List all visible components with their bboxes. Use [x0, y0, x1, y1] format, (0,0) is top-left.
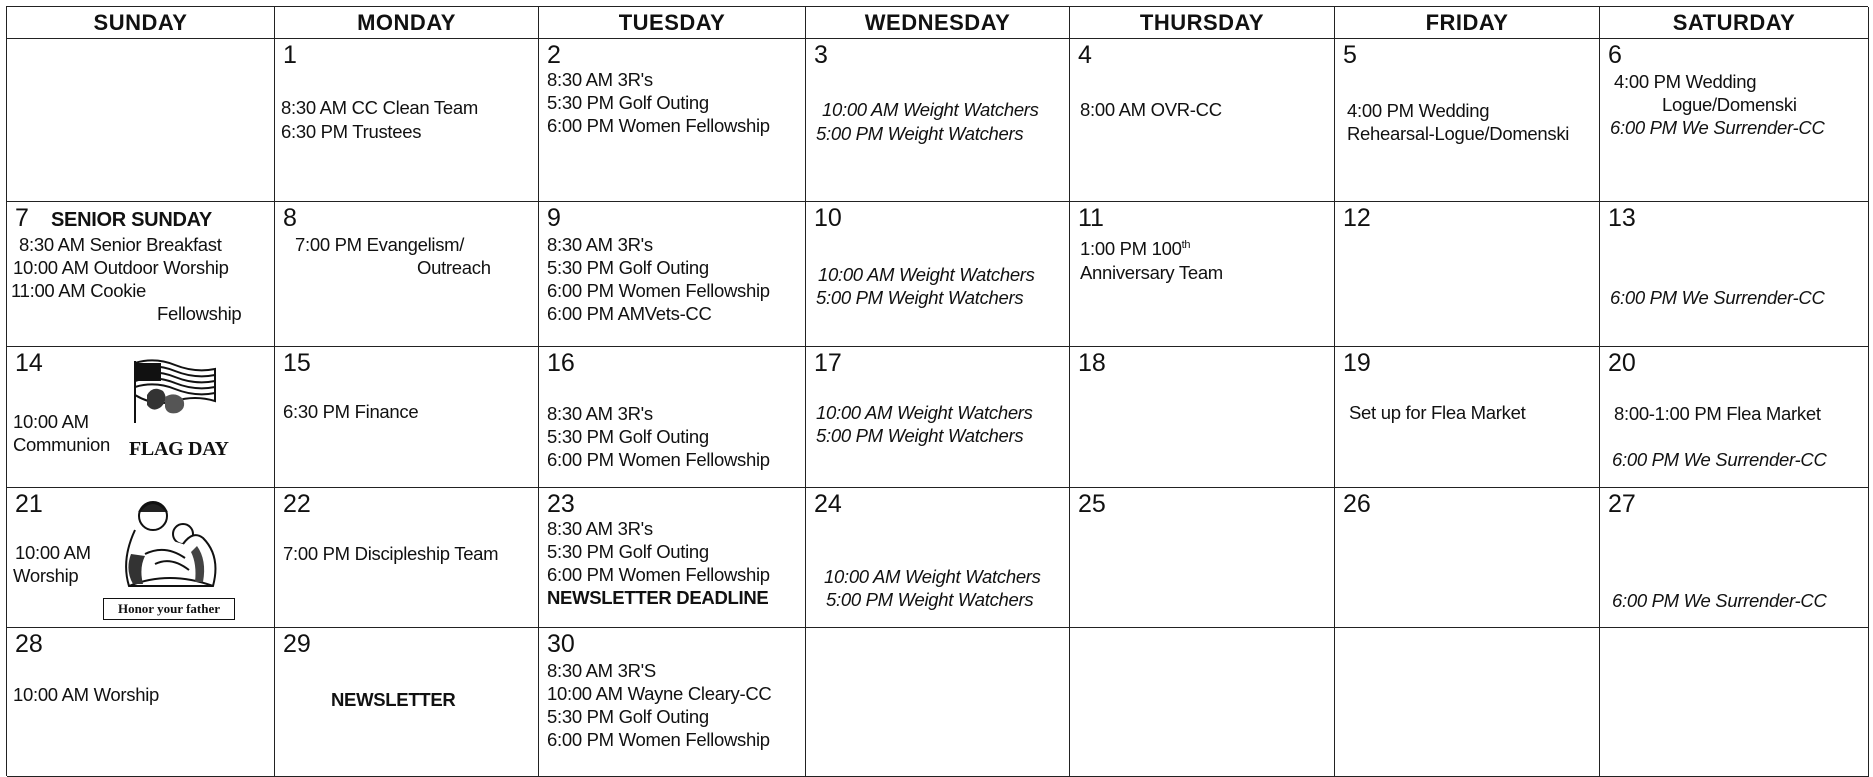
- day-cell-16: [539, 347, 806, 488]
- day-cell-30: [539, 628, 806, 777]
- header-monday: MONDAY: [275, 7, 539, 39]
- header-sunday: SUNDAY: [7, 7, 275, 39]
- day-cell-22: [275, 488, 539, 628]
- day-number: 12: [1343, 204, 1371, 232]
- header-saturday: SATURDAY: [1600, 7, 1869, 39]
- event: 6:30 PM Finance: [283, 401, 419, 422]
- event: 10:00 AM Weight Watchers: [816, 402, 1033, 423]
- event: 8:30 AM 3R's: [547, 69, 653, 90]
- day-number: 5: [1343, 41, 1357, 69]
- event: 6:00 PM Women Fellowship: [547, 115, 770, 136]
- event: 8:30 AM 3R's: [547, 518, 653, 539]
- day-number: 19: [1343, 349, 1371, 377]
- event: Fellowship: [157, 303, 242, 324]
- day-number: 2: [547, 41, 561, 69]
- day-number: 7: [15, 204, 29, 232]
- day-cell-8: [275, 202, 539, 347]
- day-number: 8: [283, 204, 297, 232]
- day-cell-11: [1070, 202, 1335, 347]
- day-cell-empty: [806, 628, 1070, 777]
- day-cell-25: [1070, 488, 1335, 628]
- event: 10:00 AM: [13, 411, 89, 432]
- event: 5:30 PM Golf Outing: [547, 541, 709, 562]
- event: Logue/Domenski: [1662, 94, 1797, 115]
- day-number: 9: [547, 204, 561, 232]
- event: 6:00 PM We Surrender-CC: [1610, 287, 1825, 308]
- day-cell-10: [806, 202, 1070, 347]
- event: 11:00 AM Cookie: [11, 280, 147, 301]
- day-number: 17: [814, 349, 842, 377]
- event: 10:00 AM Weight Watchers: [818, 264, 1035, 285]
- event: 4:00 PM Wedding: [1614, 71, 1757, 92]
- day-number: 10: [814, 204, 842, 232]
- event: 8:30 AM Senior Breakfast: [19, 234, 222, 255]
- event: Set up for Flea Market: [1349, 402, 1526, 423]
- event: 8:00-1:00 PM Flea Market: [1614, 403, 1821, 424]
- day-cell-27: [1600, 488, 1869, 628]
- day-cell-26: [1335, 488, 1600, 628]
- day-number: 22: [283, 490, 311, 518]
- event: 6:00 PM We Surrender-CC: [1610, 117, 1825, 138]
- day-cell-28: [7, 628, 275, 777]
- day-number: 21: [15, 490, 43, 518]
- day-number: 11: [1078, 204, 1104, 232]
- event: 4:00 PM Wedding: [1347, 100, 1490, 121]
- day-number: 14: [15, 349, 43, 377]
- day-number: 25: [1078, 490, 1106, 518]
- day-number: 26: [1343, 490, 1371, 518]
- flag-day-illustration: [125, 357, 221, 443]
- day-cell-empty: [1335, 628, 1600, 777]
- day-cell-21: [7, 488, 275, 628]
- day-cell-4: [1070, 39, 1335, 202]
- newsletter-label: NEWSLETTER: [331, 689, 456, 710]
- event: 6:00 PM Women Fellowship: [547, 449, 770, 470]
- event: 5:30 PM Golf Outing: [547, 426, 709, 447]
- event: [1080, 240, 1190, 259]
- header-wednesday: WEDNESDAY: [806, 7, 1070, 39]
- event: 5:00 PM Weight Watchers: [816, 123, 1024, 144]
- event: 6:00 PM We Surrender-CC: [1612, 590, 1827, 611]
- event: 7:00 PM Discipleship Team: [283, 543, 499, 564]
- day-cell-14: [7, 347, 275, 488]
- event: 5:00 PM Weight Watchers: [816, 287, 1024, 308]
- event: 8:30 AM 3R'S: [547, 660, 656, 681]
- event-text: 1:00 PM 100: [1080, 238, 1182, 260]
- event: 6:00 PM We Surrender-CC: [1612, 449, 1827, 470]
- event: Rehearsal-Logue/Domenski: [1347, 123, 1570, 144]
- event: 6:00 PM AMVets-CC: [547, 303, 712, 324]
- day-number: 18: [1078, 349, 1106, 377]
- fathers-day-illustration: [105, 494, 233, 598]
- event: 8:30 AM 3R's: [547, 403, 653, 424]
- day-number: 16: [547, 349, 575, 377]
- day-number: 3: [814, 41, 828, 69]
- calendar-grid: [6, 6, 1868, 776]
- day-cell-19: [1335, 347, 1600, 488]
- event: 6:30 PM Trustees: [281, 121, 422, 142]
- event: 6:00 PM Women Fellowship: [547, 729, 770, 750]
- event: 10:00 AM Wayne Cleary-CC: [547, 683, 772, 704]
- day-cell-empty: [1600, 628, 1869, 777]
- header-tuesday: TUESDAY: [539, 7, 806, 39]
- day-number: 29: [283, 630, 311, 658]
- day-number: 13: [1608, 204, 1636, 232]
- day-number: 24: [814, 490, 842, 518]
- day-cell-15: [275, 347, 539, 488]
- father-child-icon: [105, 494, 233, 598]
- day-cell-2: [539, 39, 806, 202]
- event: 6:00 PM Women Fellowship: [547, 564, 770, 585]
- honor-your-father-caption: Honor your father: [103, 598, 235, 620]
- day-number: 4: [1078, 41, 1092, 69]
- day-cell-empty: [7, 39, 275, 202]
- event: Communion: [13, 434, 111, 455]
- day-cell-7: [7, 202, 275, 347]
- event: 5:30 PM Golf Outing: [547, 92, 709, 113]
- event: 10:00 AM Worship: [13, 684, 160, 705]
- day-cell-3: [806, 39, 1070, 202]
- day-cell-23: [539, 488, 806, 628]
- event: 8:30 AM CC Clean Team: [281, 97, 478, 118]
- day-cell-17: [806, 347, 1070, 488]
- day-number: 28: [15, 630, 43, 658]
- event: Outreach: [417, 257, 491, 278]
- day-cell-18: [1070, 347, 1335, 488]
- day-number: 30: [547, 630, 575, 658]
- newsletter-deadline: NEWSLETTER DEADLINE: [547, 587, 769, 608]
- event: 8:30 AM 3R's: [547, 234, 653, 255]
- day-cell-29: [275, 628, 539, 777]
- event: 10:00 AM Weight Watchers: [822, 99, 1039, 120]
- event: 7:00 PM Evangelism/: [295, 234, 465, 255]
- day-number: 20: [1608, 349, 1636, 377]
- flag-day-caption: FLAG DAY: [129, 438, 229, 460]
- flag-icon: [125, 357, 221, 443]
- day-number: 6: [1608, 41, 1622, 69]
- event: 10:00 AM Outdoor Worship: [13, 257, 229, 278]
- day-number: 27: [1608, 490, 1636, 518]
- header-friday: FRIDAY: [1335, 7, 1600, 39]
- event: 5:30 PM Golf Outing: [547, 706, 709, 727]
- day-cell-5: [1335, 39, 1600, 202]
- day-cell-9: [539, 202, 806, 347]
- day-cell-6: [1600, 39, 1869, 202]
- day-cell-1: [275, 39, 539, 202]
- ordinal-suffix: th: [1181, 239, 1191, 251]
- day-cell-empty: [1070, 628, 1335, 777]
- day-number: 15: [283, 349, 311, 377]
- day-number: 1: [283, 41, 297, 69]
- day-title: SENIOR SUNDAY: [51, 209, 212, 231]
- event: 5:30 PM Golf Outing: [547, 257, 709, 278]
- event: 6:00 PM Women Fellowship: [547, 280, 770, 301]
- event: Anniversary Team: [1080, 262, 1223, 283]
- event: 5:00 PM Weight Watchers: [826, 589, 1034, 610]
- event: 5:00 PM Weight Watchers: [816, 425, 1024, 446]
- header-thursday: THURSDAY: [1070, 7, 1335, 39]
- day-cell-13: [1600, 202, 1869, 347]
- day-cell-24: [806, 488, 1070, 628]
- event: 10:00 AM: [15, 542, 91, 563]
- event: 10:00 AM Weight Watchers: [824, 566, 1041, 587]
- day-cell-20: [1600, 347, 1869, 488]
- event: 8:00 AM OVR-CC: [1080, 99, 1222, 120]
- day-cell-12: [1335, 202, 1600, 347]
- event: Worship: [13, 565, 79, 586]
- day-number: 23: [547, 490, 575, 518]
